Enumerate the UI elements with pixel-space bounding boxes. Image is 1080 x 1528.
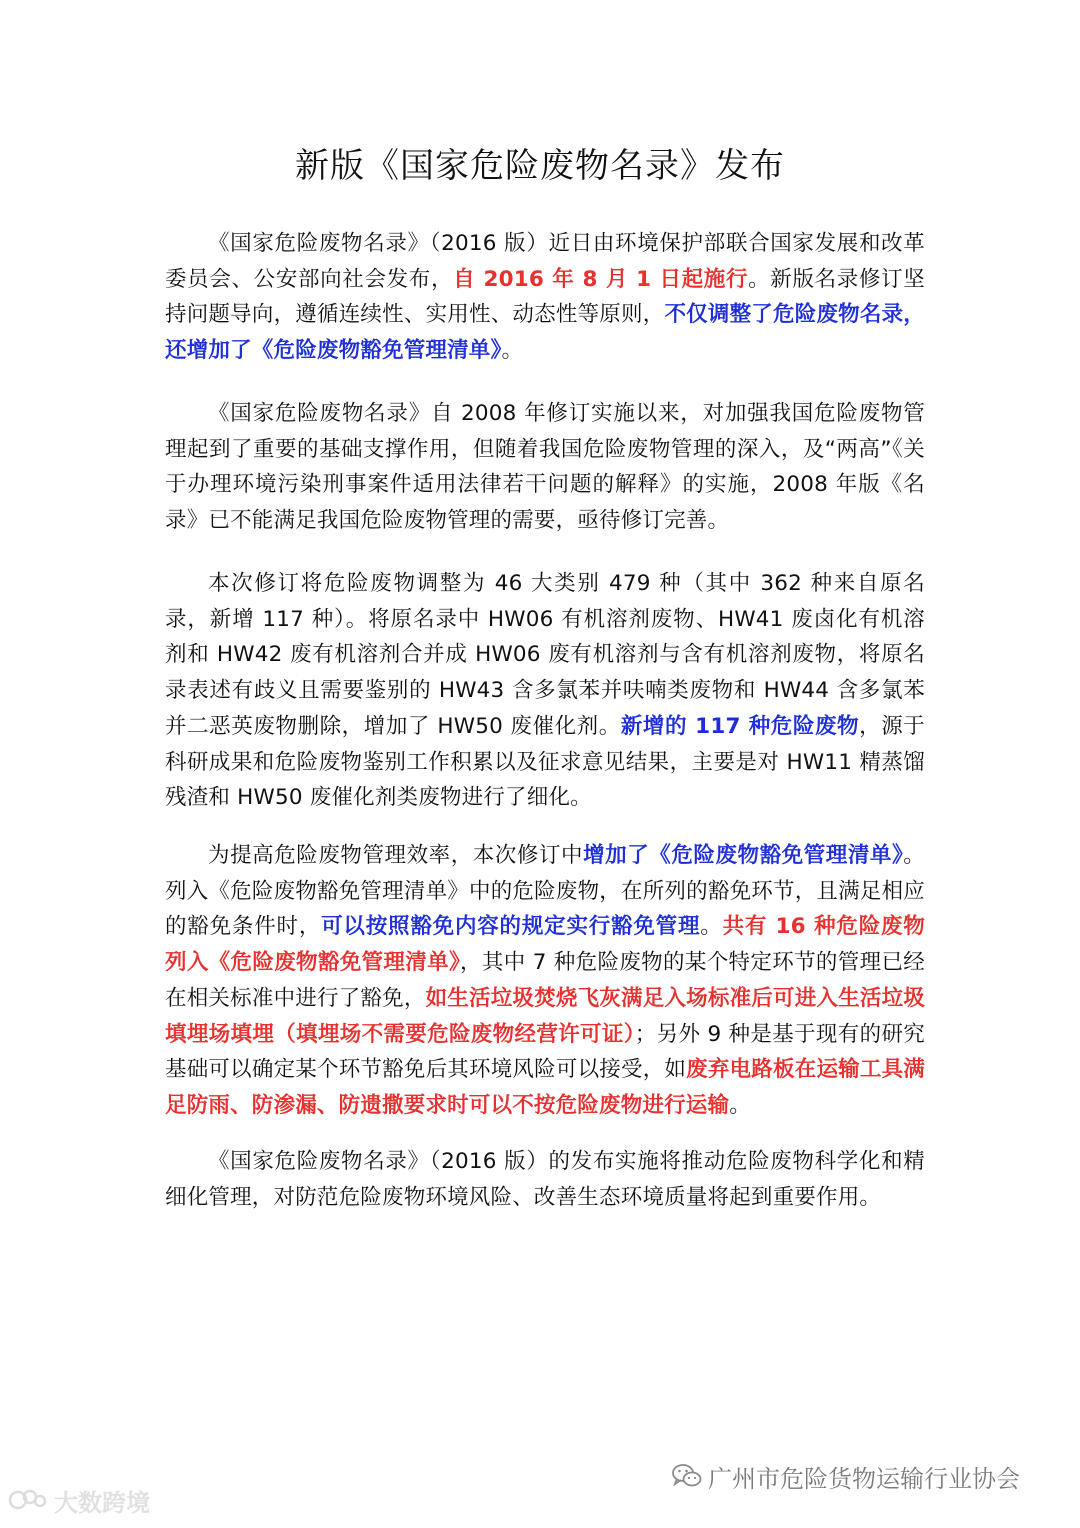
paragraph-2 — [165, 396, 925, 539]
paragraph-4-text: 。 — [700, 914, 723, 940]
org-name: 广州市危险货物运输行业协会 — [708, 1464, 1020, 1493]
paragraph-3-text: 本次修订将危险废物调整为 46 大类别 479 种（其中 362 种来自原名录，新增 117 种）。将原名录中 HW06 有机溶剂废物、HW41 废卤化有机溶剂和 HW42 废有机溶剂合并成 HW06 废有机溶剂与含有机溶剂废物，将原名录表述有歧义且需要鉴别的 HW43 含多氯苯并呋喃类废物和 HW44 含多氯苯并二恶英废物删除，增加了 HW50 废催化剂。 — [165, 571, 925, 739]
page-title: 新版《国家危险废物名录》发布 — [295, 146, 785, 186]
watermark — [8, 1480, 150, 1520]
paragraph-3 — [165, 566, 925, 816]
paragraph-4 — [165, 838, 925, 1124]
footer-org — [672, 1456, 1020, 1496]
paragraph-4-text: 。 — [729, 1092, 751, 1118]
paragraph-1-text: 。 — [501, 338, 524, 364]
paragraph-4-text: 。列入《危险废物豁免管理清单》中的危险废物，在所列的豁免环节，且满足相应的豁免条件时， — [165, 843, 925, 940]
paragraph-1 — [165, 226, 925, 369]
paragraph-3-text: ，源于科研成果和危险废物鉴别工作积累以及征求意见结果，主要是对 HW11 精蒸馏残渣和 HW50 废催化剂类废物进行了细化。 — [165, 713, 925, 811]
exemption-rule-highlight: 可以按照豁免内容的规定实行豁免管理 — [321, 914, 701, 940]
paragraph-2-text: 《国家危险废物名录》自 2008 年修订实施以来，对加强我国危险废物管理起到了重要的基础支撑作用，但随着我国危险废物管理的深入，及“两高”《关于办理环境污染刑事案件适用法律若干问题的解释》的实施，2008 年版《名录》已不能满足我国危险废物管理的需要，亟待修订完善。 — [165, 401, 925, 534]
paragraph-5 — [165, 1144, 925, 1215]
circuit-board-example-highlight: 废弃电路板在运输工具满足防雨、防渗漏、防遗撒要求时可以不按危险废物进行运输 — [165, 1057, 926, 1118]
fly-ash-example-highlight: 如生活垃圾焚烧飞灰满足入场标准后可进入生活垃圾填埋场填埋（填埋场不需要危险废物经营许可证） — [165, 985, 925, 1047]
exemption-added-highlight: 增加了《危险废物豁免管理清单》 — [583, 843, 904, 868]
exemption-count-highlight: 共有 16 种危险废物列入《危险废物豁免管理清单》 — [165, 914, 926, 976]
dashu-logo-icon — [8, 1486, 48, 1514]
paragraph-5-text: 《国家危险废物名录》（2016 版）的发布实施将推动危险废物科学化和精细化管理，对防范危险废物环境风险、改善生态环境质量将起到重要作用。 — [165, 1149, 925, 1210]
exemption-list-highlight: 不仅调整了危险废物名录，还增加了《危险废物豁免管理清单》 — [165, 302, 925, 364]
watermark-text: 大数跨境 — [54, 1488, 150, 1517]
paragraph-4-text: ；另外 9 种是基于现有的研究基础可以确定某个环节豁免后其环境风险可以接受，如 — [165, 1021, 925, 1083]
paragraph-4-text: 为提高危险废物管理效率，本次修订中 — [208, 843, 584, 868]
new-waste-count-highlight: 新增的 117 种危险废物 — [620, 713, 860, 739]
effective-date-highlight: 自 2016 年 8 月 1 日起施行 — [453, 266, 749, 292]
paragraph-1-text: 《国家危险废物名录》（2016 版）近日由环境保护部联合国家发展和改革委员会、公安部向社会发布， — [165, 231, 925, 292]
paragraph-4-text: ，其中 7 种危险废物的某个特定环节的管理已经在相关标准中进行了豁免， — [165, 950, 925, 1011]
paragraph-1-text: 。新版名录修订坚持问题导向，遵循连续性、实用性、动态性等原则， — [165, 266, 925, 328]
wechat-icon — [672, 1463, 702, 1489]
